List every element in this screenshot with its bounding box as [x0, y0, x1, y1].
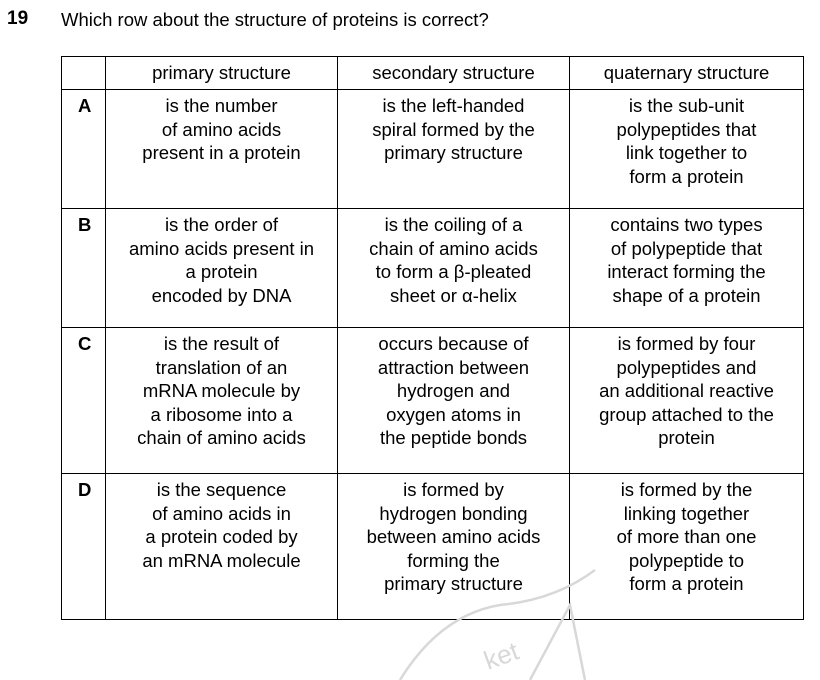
- row-letter: D: [62, 474, 106, 620]
- cell-quaternary: contains two types of polypeptide that interact forming the shape of a protein: [570, 209, 804, 328]
- cell-secondary: is formed by hydrogen bonding between amino acids forming the primary structure: [338, 474, 570, 620]
- question-text: Which row about the structure of proteins is correct?: [61, 9, 489, 30]
- header-primary-structure: primary structure: [106, 57, 338, 90]
- cell-secondary: is the left-handed spiral formed by the primary structure: [338, 90, 570, 209]
- table-row: [62, 209, 804, 328]
- table-header-row: [62, 57, 804, 90]
- cell-primary: is the sequence of amino acids in a protein coded by an mRNA molecule: [106, 474, 338, 620]
- table-row: [62, 328, 804, 474]
- table-row: [62, 474, 804, 620]
- header-secondary-structure: secondary structure: [338, 57, 570, 90]
- cell-primary: is the number of amino acids present in a protein: [106, 90, 338, 209]
- cell-quaternary: is formed by four polypeptides and an additional reactive group attached to the protein: [570, 328, 804, 474]
- cell-primary: is the order of amino acids present in a protein encoded by DNA: [106, 209, 338, 328]
- row-letter: A: [62, 90, 106, 209]
- cell-secondary: occurs because of attraction between hydrogen and oxygen atoms in the peptide bonds: [338, 328, 570, 474]
- row-letter: B: [62, 209, 106, 328]
- watermark-text: ket: [479, 635, 523, 676]
- row-letter: C: [62, 328, 106, 474]
- header-quaternary-structure: quaternary structure: [570, 57, 804, 90]
- cell-quaternary: is the sub-unit polypeptides that link together to form a protein: [570, 90, 804, 209]
- question-number: 19: [7, 8, 29, 29]
- cell-secondary: is the coiling of a chain of amino acids to form a β-pleated sheet or α-helix: [338, 209, 570, 328]
- table-row: [62, 90, 804, 209]
- answer-table: [61, 56, 804, 620]
- cell-primary: is the result of translation of an mRNA molecule by a ribosome into a chain of amino acids: [106, 328, 338, 474]
- header-blank: [62, 57, 106, 90]
- cell-quaternary: is formed by the linking together of more than one polypeptide to form a protein: [570, 474, 804, 620]
